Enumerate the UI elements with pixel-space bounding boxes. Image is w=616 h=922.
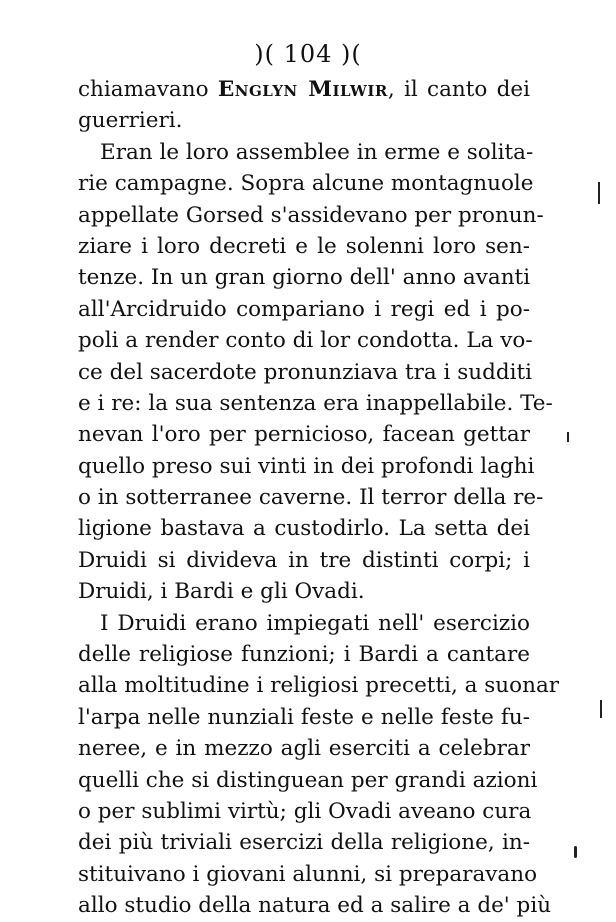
- text-line: alla moltitudine i religiosi precetti, a suonar: [78, 673, 560, 699]
- text-line: poli a render conto di lor condotta. La vo-: [78, 328, 533, 354]
- song-title: Englyn Milwir: [217, 77, 388, 102]
- text-line: o per sublimi virtù; gli Ovadi aveano cura: [78, 798, 532, 824]
- text-line: chiamavano Englyn Milwir, il canto dei: [78, 77, 530, 102]
- text-line: rie campagne. Sopra alcune montagnuole: [78, 171, 534, 197]
- text-line: tenze. In un gran giorno dell' anno avanti: [78, 265, 531, 291]
- scan-speck: [567, 432, 569, 442]
- text-line: allo studio della natura ed a salire a de' più: [78, 893, 552, 919]
- text-line: dei più triviali esercizi della religione, in-: [78, 830, 530, 856]
- text-line: Eran le loro assemblee in erme e solita-: [100, 139, 534, 165]
- paragraph: [78, 137, 553, 608]
- text-line: l'arpa nelle nunziali feste e nelle feste fu-: [78, 704, 530, 730]
- text-line: e i re: la sua sentenza era inappellabile. Te-: [78, 390, 553, 416]
- text-line: Druidi si divideva in tre distinti corpi; i: [78, 547, 530, 573]
- body-text: [78, 74, 560, 922]
- text-line: o in sotterranee caverne. Il terror della re-: [78, 485, 544, 511]
- text-line: ziare i loro decreti e le solenni loro sen-: [78, 233, 530, 259]
- text-line: quelli che si distinguean per grandi azioni: [78, 767, 538, 793]
- text-line: all'Arcidruido compariano i regi ed i po-: [78, 296, 530, 322]
- page-number: )( 104 )(: [254, 40, 362, 68]
- scan-speck: [598, 182, 600, 204]
- text-line: delle religiose funzioni; i Bardi a cantare: [78, 642, 530, 668]
- text-line: guerrieri.: [78, 108, 183, 134]
- text-line: appellate Gorsed s'assidevano per pronun-: [78, 202, 544, 228]
- scan-speck: [600, 700, 602, 718]
- text-line: quello preso sui vinti in dei profondi laghi: [78, 453, 535, 479]
- text-line: stituivano i giovani alunni, si preparavano: [78, 861, 538, 887]
- text-line: neree, e in mezzo agli eserciti a celebrar: [78, 736, 530, 762]
- paragraph: [78, 608, 560, 922]
- paragraph-continuation: [78, 74, 530, 137]
- text-line: ce del sacerdote pronunziava tra i sudditi: [78, 359, 533, 385]
- scan-speck: [574, 846, 577, 858]
- text-line: I Druidi erano impiegati nell' esercizio: [100, 610, 530, 636]
- text-line: ligione bastava a custodirlo. La setta dei: [78, 516, 530, 542]
- text-line: nevan l'oro per pernicioso, facean gettar: [78, 422, 530, 448]
- text-line: Druidi, i Bardi e gli Ovadi.: [78, 579, 365, 605]
